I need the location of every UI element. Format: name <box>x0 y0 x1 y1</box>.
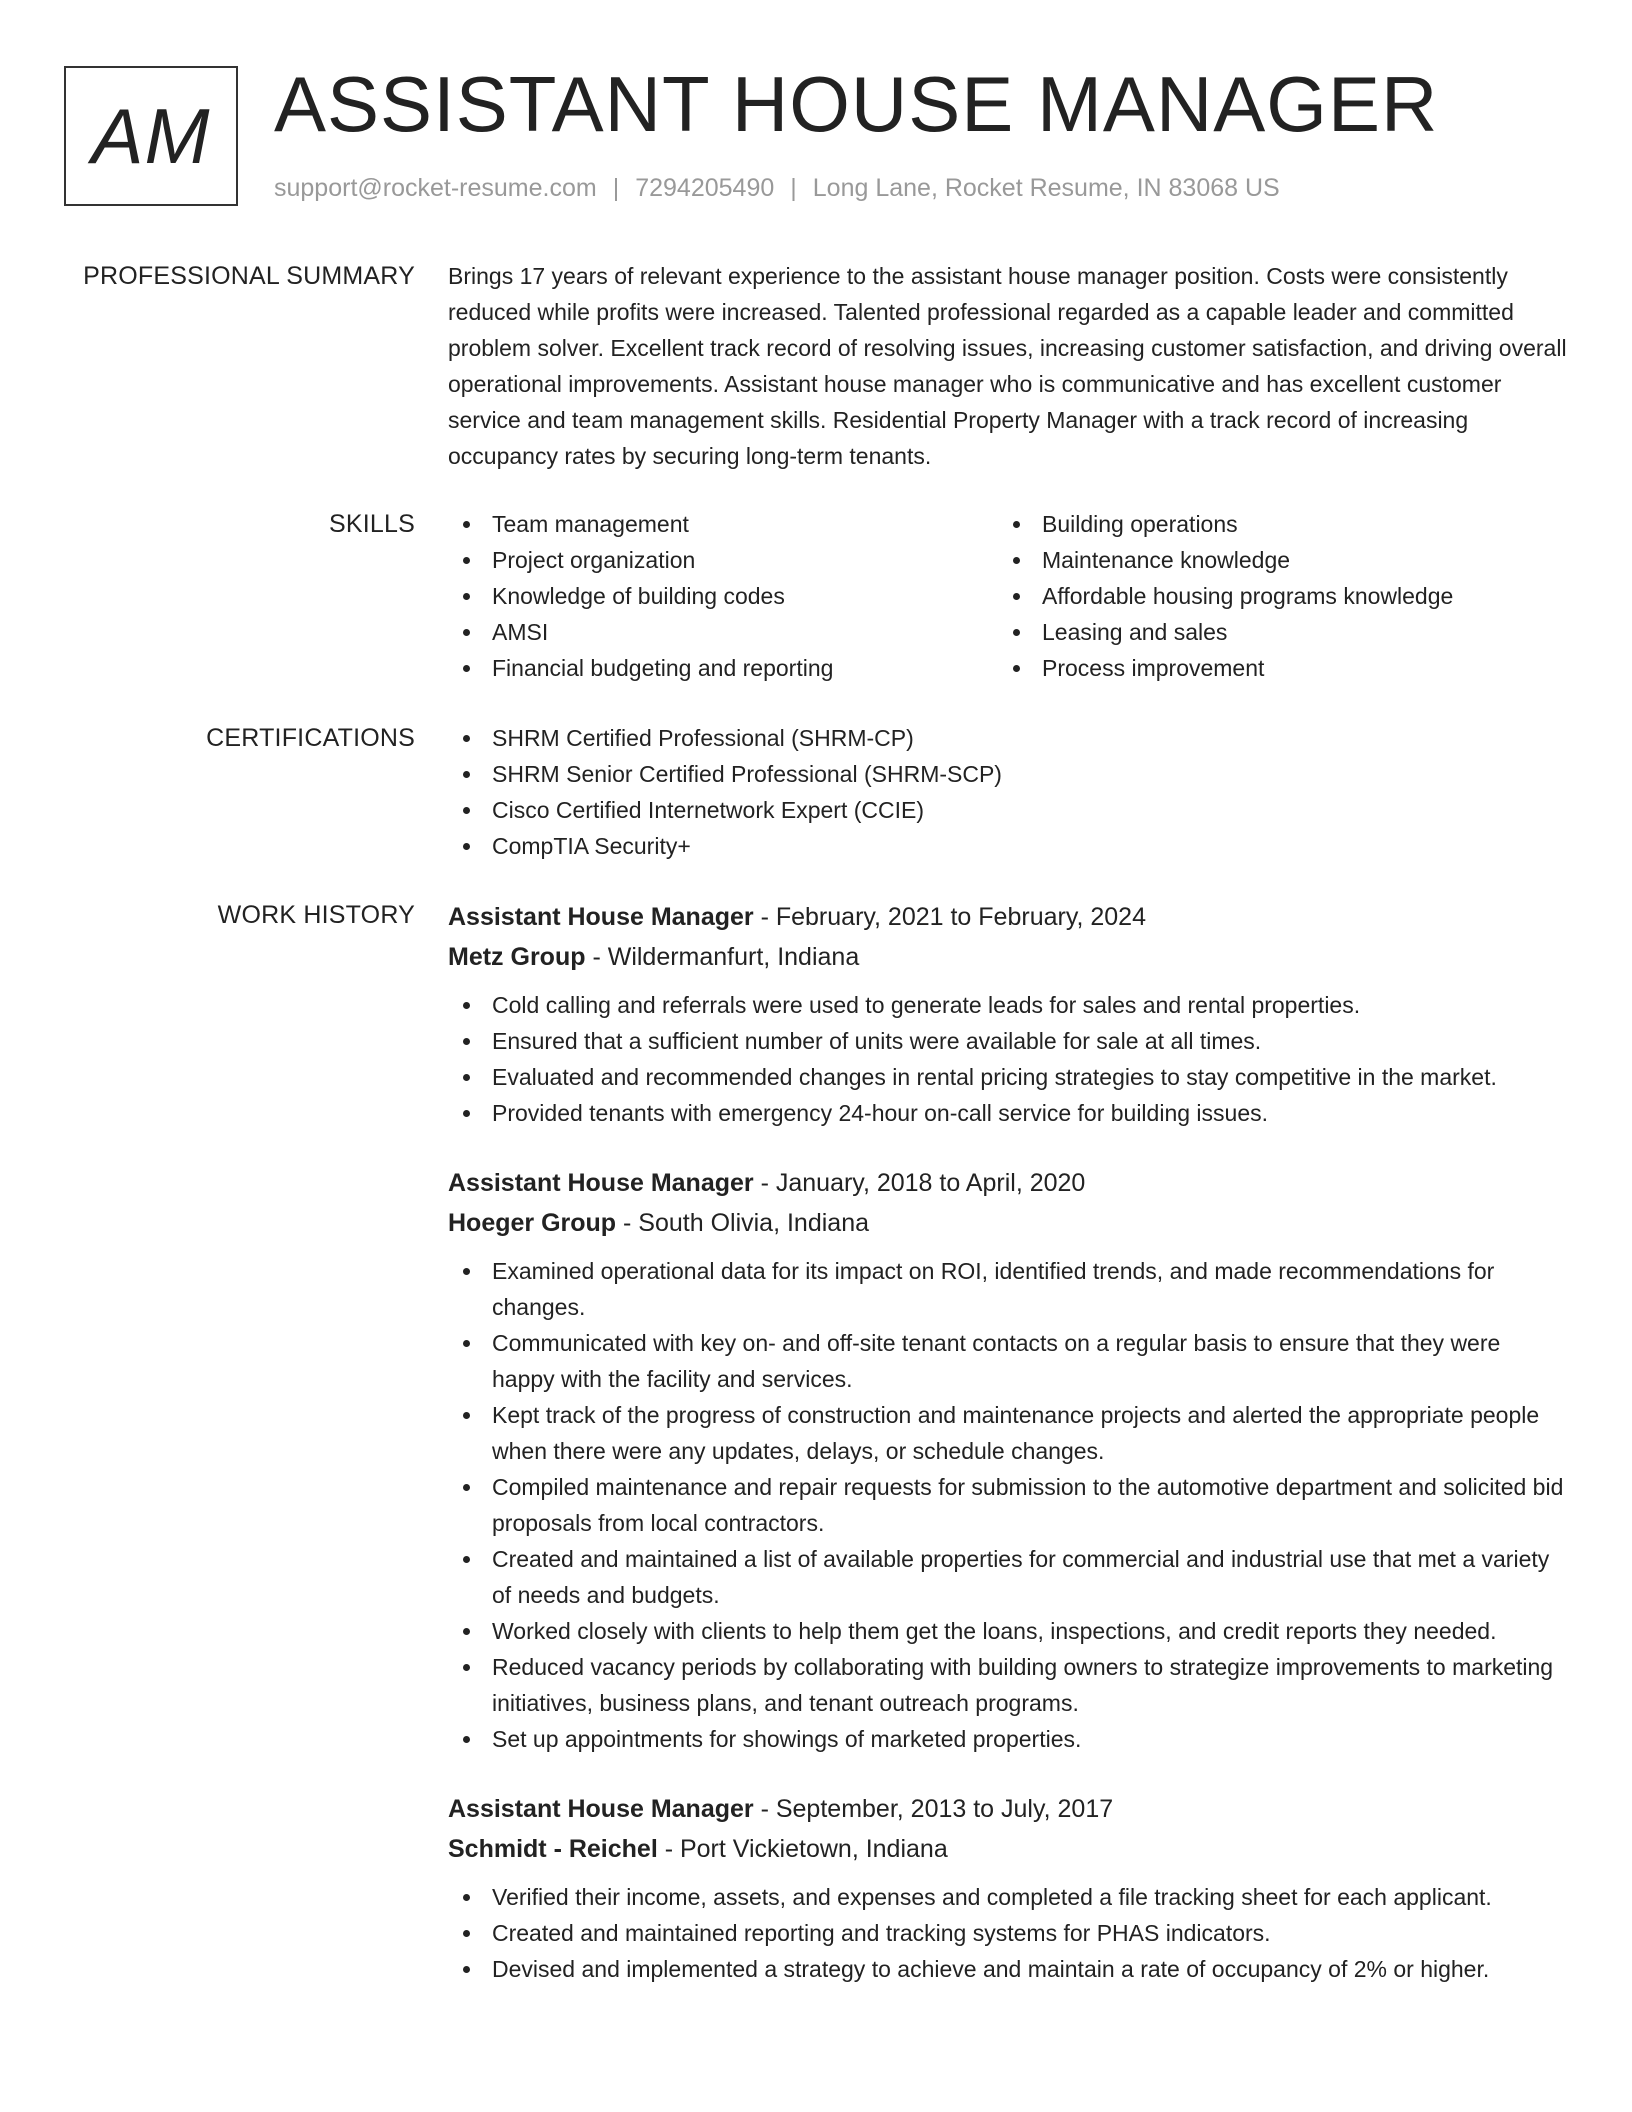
job-dates: - January, 2018 to April, 2020 <box>753 1169 1086 1197</box>
list-item: Affordable housing programs knowledge <box>998 578 1548 614</box>
list-item: Maintenance knowledge <box>998 542 1548 578</box>
certifications-list <box>448 720 1568 864</box>
list-item: Process improvement <box>998 650 1548 686</box>
job-heading <box>448 1163 1568 1203</box>
list-item: AMSI <box>448 614 998 650</box>
list-item: Evaluated and recommended changes in rental pricing strategies to stay competitive in the market. <box>448 1059 1568 1095</box>
contact-phone: 7294205490 <box>635 174 775 202</box>
monogram-logo: AM <box>64 66 238 206</box>
job-bullets <box>448 987 1568 1131</box>
job-title: Assistant House Manager <box>448 1795 754 1823</box>
job-company-line <box>448 1829 1568 1869</box>
list-item: Cisco Certified Internetwork Expert (CCIE) <box>448 792 1568 828</box>
list-item: Provided tenants with emergency 24-hour on-call service for building issues. <box>448 1095 1568 1131</box>
list-item: SHRM Certified Professional (SHRM-CP) <box>448 720 1568 756</box>
job-dates: - February, 2021 to February, 2024 <box>753 903 1146 931</box>
job-location: - Wildermanfurt, Indiana <box>585 943 860 971</box>
list-item: Worked closely with clients to help them get the loans, inspections, and credit reports they needed. <box>448 1613 1568 1649</box>
job-location: - Port Vickietown, Indiana <box>657 1835 948 1863</box>
job-company-line <box>448 937 1568 977</box>
list-item: Created and maintained reporting and tracking systems for PHAS indicators. <box>448 1915 1568 1951</box>
list-item: Ensured that a sufficient number of units were available for sale at all times. <box>448 1023 1568 1059</box>
list-item: Compiled maintenance and repair requests for submission to the automotive department and solicited bid proposals from local contractors. <box>448 1469 1568 1541</box>
page-title: ASSISTANT HOUSE MANAGER <box>274 60 1439 148</box>
job-entry <box>448 897 1568 1131</box>
skills-content <box>448 506 1568 686</box>
certifications-content <box>448 720 1568 864</box>
list-item: Kept track of the progress of construction and maintenance projects and alerted the appropriate people when there were any updates, delays, or schedule changes. <box>448 1397 1568 1469</box>
list-item: Financial budgeting and reporting <box>448 650 998 686</box>
list-item: Cold calling and referrals were used to generate leads for sales and rental properties. <box>448 987 1568 1023</box>
work-history-content <box>448 897 1568 2019</box>
contact-address: Long Lane, Rocket Resume, IN 83068 US <box>812 174 1280 202</box>
list-item: Project organization <box>448 542 998 578</box>
job-company-line <box>448 1203 1568 1243</box>
list-item: Set up appointments for showings of marketed properties. <box>448 1721 1568 1757</box>
skills-list-left <box>448 506 998 686</box>
skills-list-right <box>998 506 1548 686</box>
list-item: Knowledge of building codes <box>448 578 998 614</box>
list-item: Leasing and sales <box>998 614 1548 650</box>
job-company: Hoeger Group <box>448 1209 617 1237</box>
summary-text: Brings 17 years of relevant experience to the assistant house manager position. Costs were consistently reduced while profits were increased. Talented professional regarded as a capable leader and committed problem solver. Excellent track record of resolving issues, increasing customer satisfaction, and driving overall operational improvements. Assistant house manager who is communicative and has excellent customer service and team management skills. Residential Property Manager with a track record of increasing occupancy rates by securing long-term tenants. <box>448 263 1567 469</box>
section-label: PROFESSIONAL SUMMARY <box>83 262 415 290</box>
job-company: Metz Group <box>448 943 586 971</box>
summary-content <box>448 258 1568 474</box>
list-item: Verified their income, assets, and expenses and completed a file tracking sheet for each applicant. <box>448 1879 1568 1915</box>
list-item: Created and maintained a list of available properties for commercial and industrial use that met a variety of needs and budgets. <box>448 1541 1568 1613</box>
job-company: Schmidt - Reichel <box>448 1835 658 1863</box>
list-item: Communicated with key on- and off-site tenant contacts on a regular basis to ensure that they were happy with the facility and services. <box>448 1325 1568 1397</box>
job-bullets <box>448 1253 1568 1757</box>
list-item: CompTIA Security+ <box>448 828 1568 864</box>
job-heading <box>448 897 1568 937</box>
section-label: CERTIFICATIONS <box>206 724 415 752</box>
contact-separator: | <box>612 174 620 202</box>
job-dates: - September, 2013 to July, 2017 <box>753 1795 1114 1823</box>
job-entry <box>448 1163 1568 1757</box>
job-heading <box>448 1789 1568 1829</box>
job-location: - South Olivia, Indiana <box>616 1209 869 1237</box>
list-item: Building operations <box>998 506 1548 542</box>
section-label: SKILLS <box>329 510 415 538</box>
list-item: Devised and implemented a strategy to achieve and maintain a rate of occupancy of 2% or higher. <box>448 1951 1568 1987</box>
contact-email: support@rocket-resume.com <box>274 174 597 202</box>
list-item: Examined operational data for its impact on ROI, identified trends, and made recommendations for changes. <box>448 1253 1568 1325</box>
job-bullets <box>448 1879 1568 1987</box>
job-title: Assistant House Manager <box>448 903 754 931</box>
section-label: WORK HISTORY <box>217 901 415 929</box>
list-item: Team management <box>448 506 998 542</box>
list-item: Reduced vacancy periods by collaborating with building owners to strategize improvements to marketing initiatives, business plans, and tenant outreach programs. <box>448 1649 1568 1721</box>
contact-line <box>274 174 1280 203</box>
list-item: SHRM Senior Certified Professional (SHRM-SCP) <box>448 756 1568 792</box>
job-entry <box>448 1789 1568 1987</box>
job-title: Assistant House Manager <box>448 1169 754 1197</box>
contact-separator: | <box>790 174 797 202</box>
